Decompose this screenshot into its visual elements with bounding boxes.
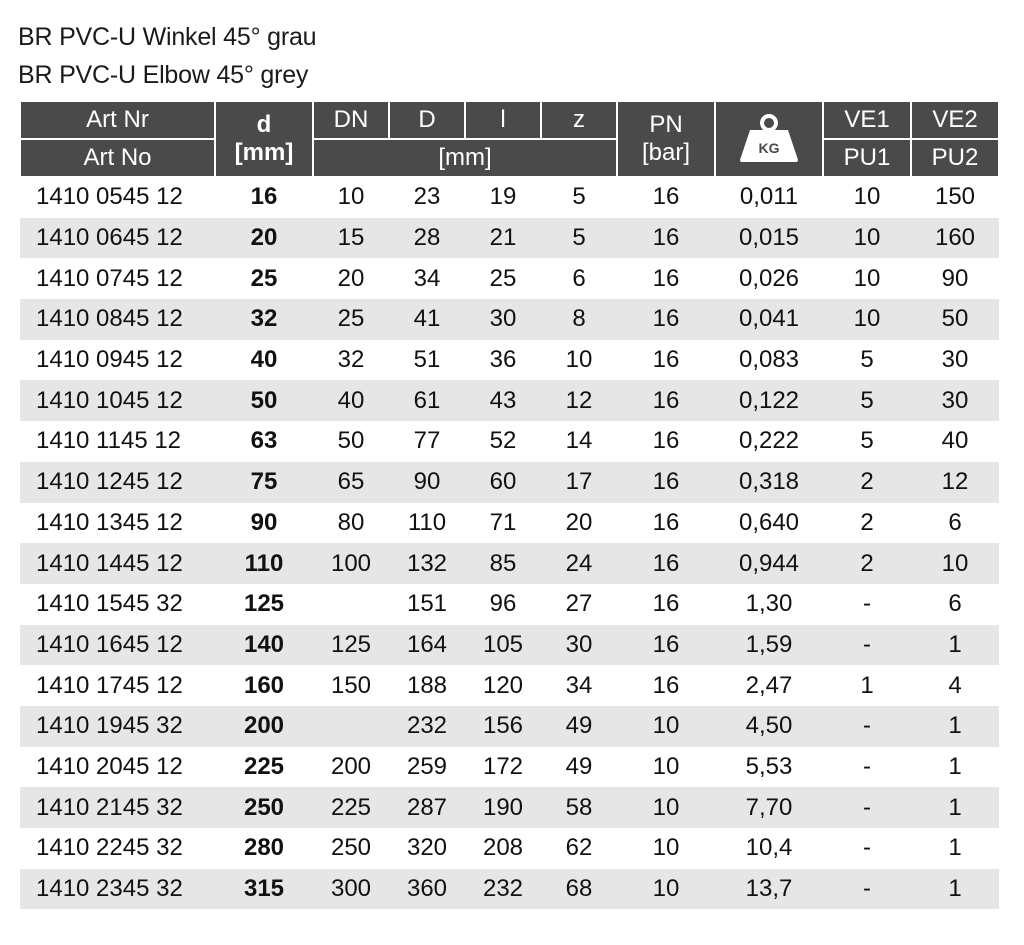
spec-table: [20, 101, 999, 909]
table-row: [20, 503, 999, 544]
cell-weight: 4,50: [715, 706, 823, 747]
table-row: [20, 462, 999, 503]
cell-l: 30: [465, 299, 541, 340]
cell-dn: 10: [337, 183, 365, 211]
table-row: [20, 665, 999, 706]
cell-dn: 225: [313, 787, 389, 828]
cell-d: 25: [250, 264, 278, 292]
cell-weight: 2,47: [745, 671, 793, 699]
cell-D: 110: [407, 508, 447, 536]
cell-d: 90: [250, 508, 278, 536]
cell-D: 28: [389, 218, 465, 259]
cell-z: 5: [541, 218, 617, 259]
cell-ve1: 10: [823, 299, 911, 340]
cell-pn: 16: [617, 380, 715, 421]
cell-d: 32: [215, 299, 313, 340]
header-d-label: d: [256, 111, 272, 138]
cell-d: 110: [215, 543, 313, 584]
cell-z: 27: [565, 590, 593, 618]
cell-ve1: -: [823, 706, 911, 747]
cell-dn: 100: [313, 543, 389, 584]
header-pn-unit: [bar]: [641, 139, 691, 166]
cell-ve2: 4: [948, 671, 962, 699]
cell-ve2: 6: [948, 590, 962, 618]
cell-l: 19: [489, 183, 517, 211]
cell-pn: 16: [617, 218, 715, 259]
cell-weight: 1,30: [745, 590, 793, 618]
cell-l: 156: [465, 706, 541, 747]
cell-dn: 50: [337, 427, 365, 455]
cell-art-no: 1410 1345 12: [36, 508, 183, 536]
cell-l: 71: [489, 508, 517, 536]
header-ve1: VE1: [823, 101, 911, 139]
cell-D: 151: [406, 590, 448, 618]
cell-z: 5: [572, 183, 586, 211]
cell-D: 360: [389, 869, 465, 910]
cell-d: 40: [250, 346, 278, 374]
cell-pn: 10: [652, 752, 680, 780]
header-pn-label: PN: [649, 111, 683, 138]
cell-D: 320: [406, 834, 448, 862]
cell-weight: 13,7: [715, 869, 823, 910]
cell-weight: 0,944: [715, 543, 823, 584]
cell-l: 21: [465, 218, 541, 259]
header-l: l: [465, 101, 541, 139]
cell-d: 63: [250, 427, 278, 455]
cell-l: 96: [489, 590, 517, 618]
cell-D: 23: [413, 183, 441, 211]
cell-ve2: 150: [934, 183, 976, 211]
cell-d: 280: [243, 834, 285, 862]
cell-weight: 0,011: [739, 183, 799, 211]
weight-icon-label: KG: [758, 140, 780, 156]
cell-z: 49: [565, 752, 593, 780]
cell-pn: 10: [617, 787, 715, 828]
table-row: [20, 218, 999, 259]
cell-z: 12: [541, 380, 617, 421]
cell-ve1: -: [863, 590, 871, 618]
cell-ve1: 5: [823, 380, 911, 421]
cell-pn: 16: [617, 299, 715, 340]
cell-art-no: 1410 0845 12: [20, 299, 215, 340]
cell-ve1: 2: [823, 543, 911, 584]
cell-ve2: 1: [911, 706, 999, 747]
cell-D: 259: [406, 752, 448, 780]
cell-z: 24: [541, 543, 617, 584]
cell-art-no: 1410 1445 12: [20, 543, 215, 584]
cell-weight: 1,59: [715, 625, 823, 666]
cell-ve2: 12: [911, 462, 999, 503]
cell-pn: 16: [617, 625, 715, 666]
cell-D: 41: [389, 299, 465, 340]
cell-l: 232: [465, 869, 541, 910]
title-block: [18, 18, 316, 94]
cell-weight: 0,640: [738, 508, 800, 536]
header-d: [215, 101, 313, 177]
cell-l: 120: [482, 671, 524, 699]
cell-ve1: 2: [823, 462, 911, 503]
cell-weight: 0,222: [738, 427, 800, 455]
cell-z: 58: [541, 787, 617, 828]
cell-dn: 200: [330, 752, 372, 780]
cell-pn: 16: [652, 183, 680, 211]
cell-art-no: 1410 1945 32: [20, 706, 215, 747]
cell-weight: 0,122: [715, 380, 823, 421]
title-german: BR PVC-U Winkel 45° grau: [18, 23, 317, 51]
cell-dn: 32: [337, 346, 365, 374]
cell-l: 105: [465, 625, 541, 666]
cell-dn: 125: [313, 625, 389, 666]
cell-art-no: 1410 0945 12: [36, 346, 183, 374]
cell-z: 30: [541, 625, 617, 666]
cell-art-no: 1410 0645 12: [20, 218, 215, 259]
header-ve2: VE2: [911, 101, 999, 139]
cell-pn: 16: [652, 427, 680, 455]
cell-z: 10: [565, 346, 593, 374]
cell-D: 51: [413, 346, 441, 374]
cell-ve1: 5: [860, 427, 874, 455]
cell-ve1: -: [823, 869, 911, 910]
cell-weight: 10,4: [745, 834, 793, 862]
cell-art-no: 1410 2045 12: [36, 752, 183, 780]
table-row: [20, 787, 999, 828]
cell-weight: 0,041: [715, 299, 823, 340]
cell-weight: 0,083: [738, 346, 800, 374]
cell-weight: 0,026: [738, 264, 800, 292]
header-art-nr: Art Nr: [20, 101, 215, 139]
cell-ve1: 10: [823, 218, 911, 259]
cell-dn: [313, 706, 389, 747]
cell-art-no: 1410 1245 12: [20, 462, 215, 503]
cell-d: 225: [243, 752, 285, 780]
header-d-unit: [mm]: [234, 139, 294, 166]
table-row: [20, 747, 999, 788]
header-weight: [715, 101, 823, 177]
cell-D: 188: [406, 671, 448, 699]
cell-ve2: 50: [911, 299, 999, 340]
cell-z: 6: [572, 264, 586, 292]
cell-l: 60: [465, 462, 541, 503]
cell-ve2: 30: [911, 380, 999, 421]
cell-z: 62: [565, 834, 593, 862]
header-pn: [617, 101, 715, 177]
cell-z: 14: [565, 427, 593, 455]
cell-d: 250: [215, 787, 313, 828]
cell-l: 25: [489, 264, 517, 292]
cell-ve1: 1: [860, 671, 874, 699]
cell-D: 287: [389, 787, 465, 828]
cell-pn: 16: [652, 264, 680, 292]
cell-weight: 5,53: [745, 752, 793, 780]
header-pu2: PU2: [911, 139, 999, 177]
cell-weight: 7,70: [715, 787, 823, 828]
cell-l: 208: [482, 834, 524, 862]
cell-pn: 16: [652, 590, 680, 618]
cell-l: 52: [489, 427, 517, 455]
cell-z: 20: [565, 508, 593, 536]
table-row: [20, 177, 999, 218]
cell-l: 172: [482, 752, 524, 780]
cell-pn: 16: [652, 671, 680, 699]
cell-art-no: 1410 1545 32: [36, 590, 183, 618]
cell-pn: 10: [652, 834, 680, 862]
cell-d: 50: [215, 380, 313, 421]
table-row: [20, 543, 999, 584]
cell-ve2: 1: [948, 834, 962, 862]
header-z: z: [541, 101, 617, 139]
table-row: [20, 258, 999, 299]
cell-art-no: 1410 2245 32: [36, 834, 183, 862]
cell-ve2: 160: [911, 218, 999, 259]
cell-dn: 80: [337, 508, 365, 536]
cell-pn: 16: [617, 543, 715, 584]
cell-D: 61: [389, 380, 465, 421]
cell-pn: 16: [652, 508, 680, 536]
table-row: [20, 869, 999, 910]
cell-ve2: 40: [941, 427, 969, 455]
cell-ve1: -: [823, 787, 911, 828]
cell-ve1: 2: [860, 508, 874, 536]
header-art-no: Art No: [20, 139, 215, 177]
cell-dn: 250: [330, 834, 372, 862]
cell-D: 132: [389, 543, 465, 584]
cell-dn: 15: [313, 218, 389, 259]
cell-ve1: 10: [853, 264, 881, 292]
header-pu1: PU1: [823, 139, 911, 177]
table-body: [20, 177, 999, 909]
cell-D: 232: [389, 706, 465, 747]
cell-ve2: 1: [948, 752, 962, 780]
cell-dn: 65: [313, 462, 389, 503]
cell-d: 125: [243, 590, 285, 618]
cell-weight: 0,015: [715, 218, 823, 259]
cell-d: 315: [215, 869, 313, 910]
cell-D: 34: [413, 264, 441, 292]
cell-D: 164: [389, 625, 465, 666]
cell-d: 16: [250, 183, 278, 211]
cell-l: 85: [465, 543, 541, 584]
cell-dn: 40: [313, 380, 389, 421]
cell-z: 68: [541, 869, 617, 910]
cell-ve2: 1: [911, 869, 999, 910]
table-row: [20, 299, 999, 340]
cell-art-no: 1410 1145 12: [36, 427, 182, 455]
title-english: BR PVC-U Elbow 45° grey: [18, 61, 309, 89]
cell-ve1: -: [863, 834, 871, 862]
cell-d: 75: [215, 462, 313, 503]
cell-l: 190: [465, 787, 541, 828]
cell-dn: [313, 584, 389, 625]
table-row: [20, 340, 999, 381]
cell-ve1: 10: [853, 183, 881, 211]
table-row: [20, 706, 999, 747]
cell-l: 36: [489, 346, 517, 374]
header-dn: DN: [313, 101, 389, 139]
cell-dn: 25: [313, 299, 389, 340]
table-row: [20, 421, 999, 462]
table-row: [20, 828, 999, 869]
cell-l: 43: [465, 380, 541, 421]
table-row: [20, 380, 999, 421]
cell-art-no: 1410 0745 12: [36, 264, 183, 292]
cell-weight: 0,318: [715, 462, 823, 503]
cell-z: 34: [565, 671, 593, 699]
cell-dn: 150: [330, 671, 372, 699]
cell-pn: 16: [652, 346, 680, 374]
cell-ve1: -: [863, 752, 871, 780]
cell-d: 20: [215, 218, 313, 259]
cell-pn: 16: [617, 462, 715, 503]
cell-ve1: -: [823, 625, 911, 666]
cell-z: 8: [541, 299, 617, 340]
cell-ve2: 1: [911, 625, 999, 666]
cell-ve2: 30: [941, 346, 969, 374]
cell-art-no: 1410 2145 32: [20, 787, 215, 828]
cell-dn: 20: [337, 264, 365, 292]
cell-pn: 10: [617, 706, 715, 747]
cell-d: 200: [215, 706, 313, 747]
cell-ve2: 10: [911, 543, 999, 584]
weight-icon: [736, 114, 802, 164]
cell-z: 49: [541, 706, 617, 747]
cell-art-no: 1410 0545 12: [36, 183, 183, 211]
cell-d: 160: [243, 671, 285, 699]
cell-ve2: 90: [941, 264, 969, 292]
cell-art-no: 1410 1645 12: [20, 625, 215, 666]
cell-ve1: 5: [860, 346, 874, 374]
cell-art-no: 1410 2345 32: [20, 869, 215, 910]
cell-dn: 300: [313, 869, 389, 910]
cell-D: 77: [413, 427, 441, 455]
cell-d: 140: [215, 625, 313, 666]
cell-art-no: 1410 1045 12: [20, 380, 215, 421]
cell-ve2: 1: [911, 787, 999, 828]
cell-pn: 10: [617, 869, 715, 910]
cell-z: 17: [541, 462, 617, 503]
cell-ve2: 6: [948, 508, 962, 536]
table-row: [20, 625, 999, 666]
cell-D: 90: [389, 462, 465, 503]
header-mm-unit: [mm]: [313, 139, 617, 177]
cell-art-no: 1410 1745 12: [36, 671, 183, 699]
table-row: [20, 584, 999, 625]
header-D: D: [389, 101, 465, 139]
